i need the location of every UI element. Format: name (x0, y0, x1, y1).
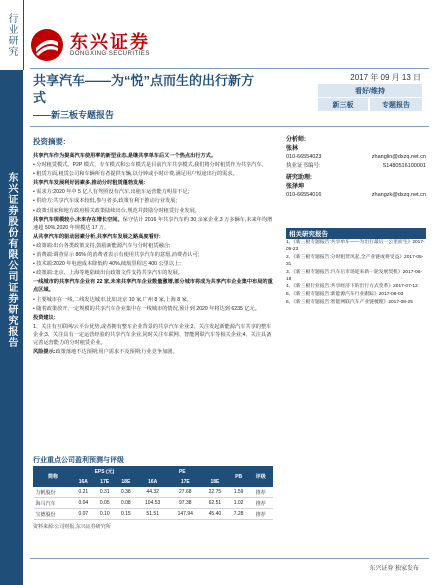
summary-bold-text: 投资建议: (33, 314, 56, 321)
table-cell: 推荐 (249, 487, 273, 498)
col-sub-header: 16A (136, 477, 169, 487)
analyst-cert-label: 执业证书编号: (286, 162, 321, 169)
org-vertical-text: 东兴证券股份有限公司证券研究报告 (6, 172, 17, 348)
board-tag: 新三板 (318, 98, 368, 111)
table-cell: 45.40 (202, 509, 229, 520)
company-logo (30, 26, 160, 66)
analyst-cert-number: S1480516100001 (382, 162, 426, 169)
summary-text: • 政策:国家和地方政府相关政策陆续出台,规范并鼓励分时租赁行业发展。 (33, 207, 200, 214)
summary-paragraph (33, 197, 273, 205)
col-header-pe: PE (136, 467, 228, 477)
logo-mark-icon (30, 28, 64, 62)
header-divider (30, 68, 429, 69)
table-cell: 1.59 (228, 487, 249, 498)
summary-paragraph (33, 161, 273, 169)
table-cell: 22.75 (202, 487, 229, 498)
summary-paragraph (33, 314, 273, 322)
table-cell: 0.31 (94, 487, 115, 498)
table-cell: 0.08 (115, 498, 136, 509)
summary-paragraph (33, 233, 273, 241)
summary-text: • 消费端:调查显示 86% 的消费者表示有使用共享汽车的意愿,消费者认可; (33, 252, 200, 259)
table-cell: 147.94 (169, 509, 202, 520)
table-cell: 104.53 (136, 498, 169, 509)
table-cell: 62.51 (202, 498, 229, 509)
table-cell: 7.28 (228, 509, 249, 520)
summary-paragraph (33, 188, 273, 196)
forecast-table-title: 行业重点公司盈利预测与评级 (33, 457, 124, 464)
summary-bold-text: 共享汽车发展利好因素多,推动分时租赁蓬勃发展: (33, 180, 146, 187)
summary-bold-text: 风险提示: (33, 349, 56, 356)
report-date: 2017 年 09 月 13 日 (350, 73, 421, 82)
report-title: 共享汽车——为“悦”点而生的出行新方式 (33, 73, 255, 105)
summary-paragraph (33, 179, 273, 187)
table-cell: 51.51 (136, 509, 169, 520)
table-row (34, 509, 273, 520)
summary-bold-text: 共享汽车作为提高汽车使用率的新型业态,是继共享单车后又一个热点出行方式。 (33, 153, 217, 159)
summary-text: • 政策端:北京、上海等地陆续出台政策文件支持共享汽车的发展。 (33, 270, 183, 277)
summary-paragraph (33, 170, 273, 178)
analyst-phone-1: 010-66554023 (286, 154, 322, 160)
analyst-email-1: zhanglin@dxzq.net.cn (371, 154, 426, 160)
summary-text: • 租赁方面,租赁公司和车辆所有者提供车辆,以分钟或小时计费,满足用户短途出行的需求。 (33, 171, 238, 178)
type-tag: 专题报告 (370, 98, 422, 111)
report-category: 行业研究 (0, 0, 24, 70)
table-cell: 0.38 (115, 487, 136, 498)
footer-divider (30, 558, 429, 559)
table-cell: 97.38 (169, 498, 202, 509)
summary-text: • 随着政策放开,一定规模的共享汽车企业集中在一线城市的情况,预计到 2020 年将达到 6235 亿元。 (33, 305, 260, 312)
table-cell: 1.02 (228, 498, 249, 509)
related-report-item: 6、《新三板专题报告:智能网联汽车产业链梳理》2017-08-25 (286, 300, 413, 306)
related-report-item: 3、《新三板专题报告:汽车后市场迎来新一轮发展契机》2017-06-19 (286, 269, 422, 282)
summary-paragraph (33, 251, 273, 259)
table-cell: 0.07 (73, 509, 95, 520)
related-report-item: 5、《新三板专题报告:新能源汽车行业跟踪》2017-08-03 (286, 292, 404, 298)
table-cell: 0.05 (94, 498, 115, 509)
rating-tags (318, 84, 422, 112)
summary-text: 保守估计 2016 年共享汽车约 30 余家企业,3 万多辆车,未来年均增速超 50%,2020 年规模达 17 万。 (33, 216, 273, 231)
company-name-cell: 海马汽车 (34, 498, 73, 509)
related-report-item: 2、《新三板专题报告:分时租赁风起,全产业链或将受益》2017-05-31 (286, 254, 424, 267)
summary-paragraph (33, 305, 273, 313)
table-cell: 0.10 (94, 509, 115, 520)
summary-text: • 供给方:共享汽车成本较低,参与者多,政策有利于推动行业发展; (33, 198, 177, 205)
table-row (34, 498, 273, 509)
summary-paragraph (33, 348, 273, 356)
summary-bold-text: 一线城市的共享汽车企业有 22 家,未来共享汽车企业数量激增,部分城市将成为共享汽车企业集中布局的重点区域。 (33, 279, 273, 294)
summary-heading: 投资摘要: (33, 137, 66, 146)
summary-text: 1、关注有互联网/云平台优势,或者拥有整车企业背景的共享汽车企业;2、关注发起新能源汽车共享的整车企业;3、关注具有一定运营经验的共享汽车企业,同时关注车联网、智能网联汽车等相关企业;4、关注具备完善运营能力的分时租赁企业。 (33, 323, 272, 346)
analyst-contact-1 (286, 153, 426, 162)
summary-bold-text: 共享汽车规模较小,未来存在增长空间。 (33, 216, 123, 223)
company-name-cell: 力帆股份 (34, 487, 73, 498)
table-cell: 0.21 (73, 487, 95, 498)
summary-paragraph (33, 323, 273, 347)
company-name-cell: 宝德股份 (34, 509, 73, 520)
summary-text: • 技术端:2020 年电池成本降低约 40%,续航里程达 400 公里以上; (33, 261, 181, 268)
related-report-item: 4、《新三板行业报告:共享经济下的出行方式变革》2017-07-12 (286, 284, 418, 290)
section-divider (30, 126, 429, 127)
table-cell: 推荐 (249, 498, 273, 509)
analyst-phone-2: 010-66554016 (286, 192, 322, 198)
col-header-eps: EPS (元) (73, 467, 137, 477)
analyst-contact-2 (286, 191, 426, 200)
col-sub-header: 17E (94, 477, 115, 487)
analyst-block (286, 136, 426, 200)
table-cell: 44.32 (136, 487, 169, 498)
summary-text: • 主要城市在一线,二线发达城市,比如北京 10 家,广州 8 家,上海 8 家。 (33, 296, 192, 303)
summary-paragraph (33, 260, 273, 268)
summary-bold-text: 从共享汽车的驱动因素分析,共享汽车发展之路高度看好: (33, 233, 161, 240)
report-subtitle: ——新三板专题报告 (33, 110, 115, 120)
summary-paragraph (33, 296, 273, 304)
summary-paragraph (33, 242, 273, 250)
forecast-table (33, 466, 273, 520)
summary-text: • 分时租赁模式。P2P 模式、专车模式和公车模式是目前汽车共享模式,我们将分时租赁作为共享汽车。 (33, 162, 267, 169)
summary-paragraph (33, 278, 273, 294)
related-report-item: 1、《新三板专题报告:共享单车——为出行最后一公里而生》2017-05-23 (286, 240, 425, 252)
col-sub-header: 18E (202, 477, 229, 487)
col-header-name: 简称 (34, 467, 73, 487)
analyst-role-1: 分析师: (286, 137, 306, 143)
summary-paragraph (33, 269, 273, 277)
logo-text-en: DONGXING SECURITIES (70, 51, 150, 57)
analyst-role-2: 研究助理: (286, 175, 312, 181)
table-source: 资料来源:公司财报,东兴证券研究所 (33, 524, 111, 530)
table-cell: 27.68 (169, 487, 202, 498)
left-sidebar (0, 0, 23, 585)
summary-paragraph (33, 216, 273, 232)
table-cell: 推荐 (249, 509, 273, 520)
summary-text: • 政策端:出台各类政策支持,鼓励新能源汽车与分时租赁融合; (33, 242, 171, 249)
analyst-name-2: 张泽坤 (286, 183, 305, 190)
logo-text-cn: 东兴证券 (70, 32, 150, 52)
summary-body (33, 152, 273, 357)
summary-paragraph (33, 207, 273, 215)
related-reports-heading: 相关研究报告 (286, 228, 426, 239)
related-reports-list (286, 240, 426, 308)
table-cell: 0.15 (115, 509, 136, 520)
col-sub-header: 18E (115, 477, 136, 487)
summary-paragraph (33, 152, 273, 160)
analyst-email-2: zhangzk@dxzq.net.cn (371, 192, 426, 198)
rating-tag: 看好/维持 (318, 84, 422, 97)
analyst-cert-1 (286, 162, 426, 171)
summary-text: 政策落地不达预期;用户需求不及预期;行业竞争加剧。 (55, 349, 178, 356)
col-sub-header: 16A (73, 477, 95, 487)
col-header-rating: 评级 (249, 467, 273, 487)
summary-text: • 需求方:2020 年中 5 亿人有驾照没有汽车,出租车运营能力明显不足; (33, 189, 190, 196)
col-sub-header: 17E (169, 477, 202, 487)
analyst-name-1: 张林 (286, 145, 299, 152)
footer-text: 东兴证券 独家发布 (369, 566, 419, 572)
col-header-pb: PB (228, 467, 249, 487)
table-row (34, 487, 273, 498)
table-cell: 0.04 (73, 498, 95, 509)
